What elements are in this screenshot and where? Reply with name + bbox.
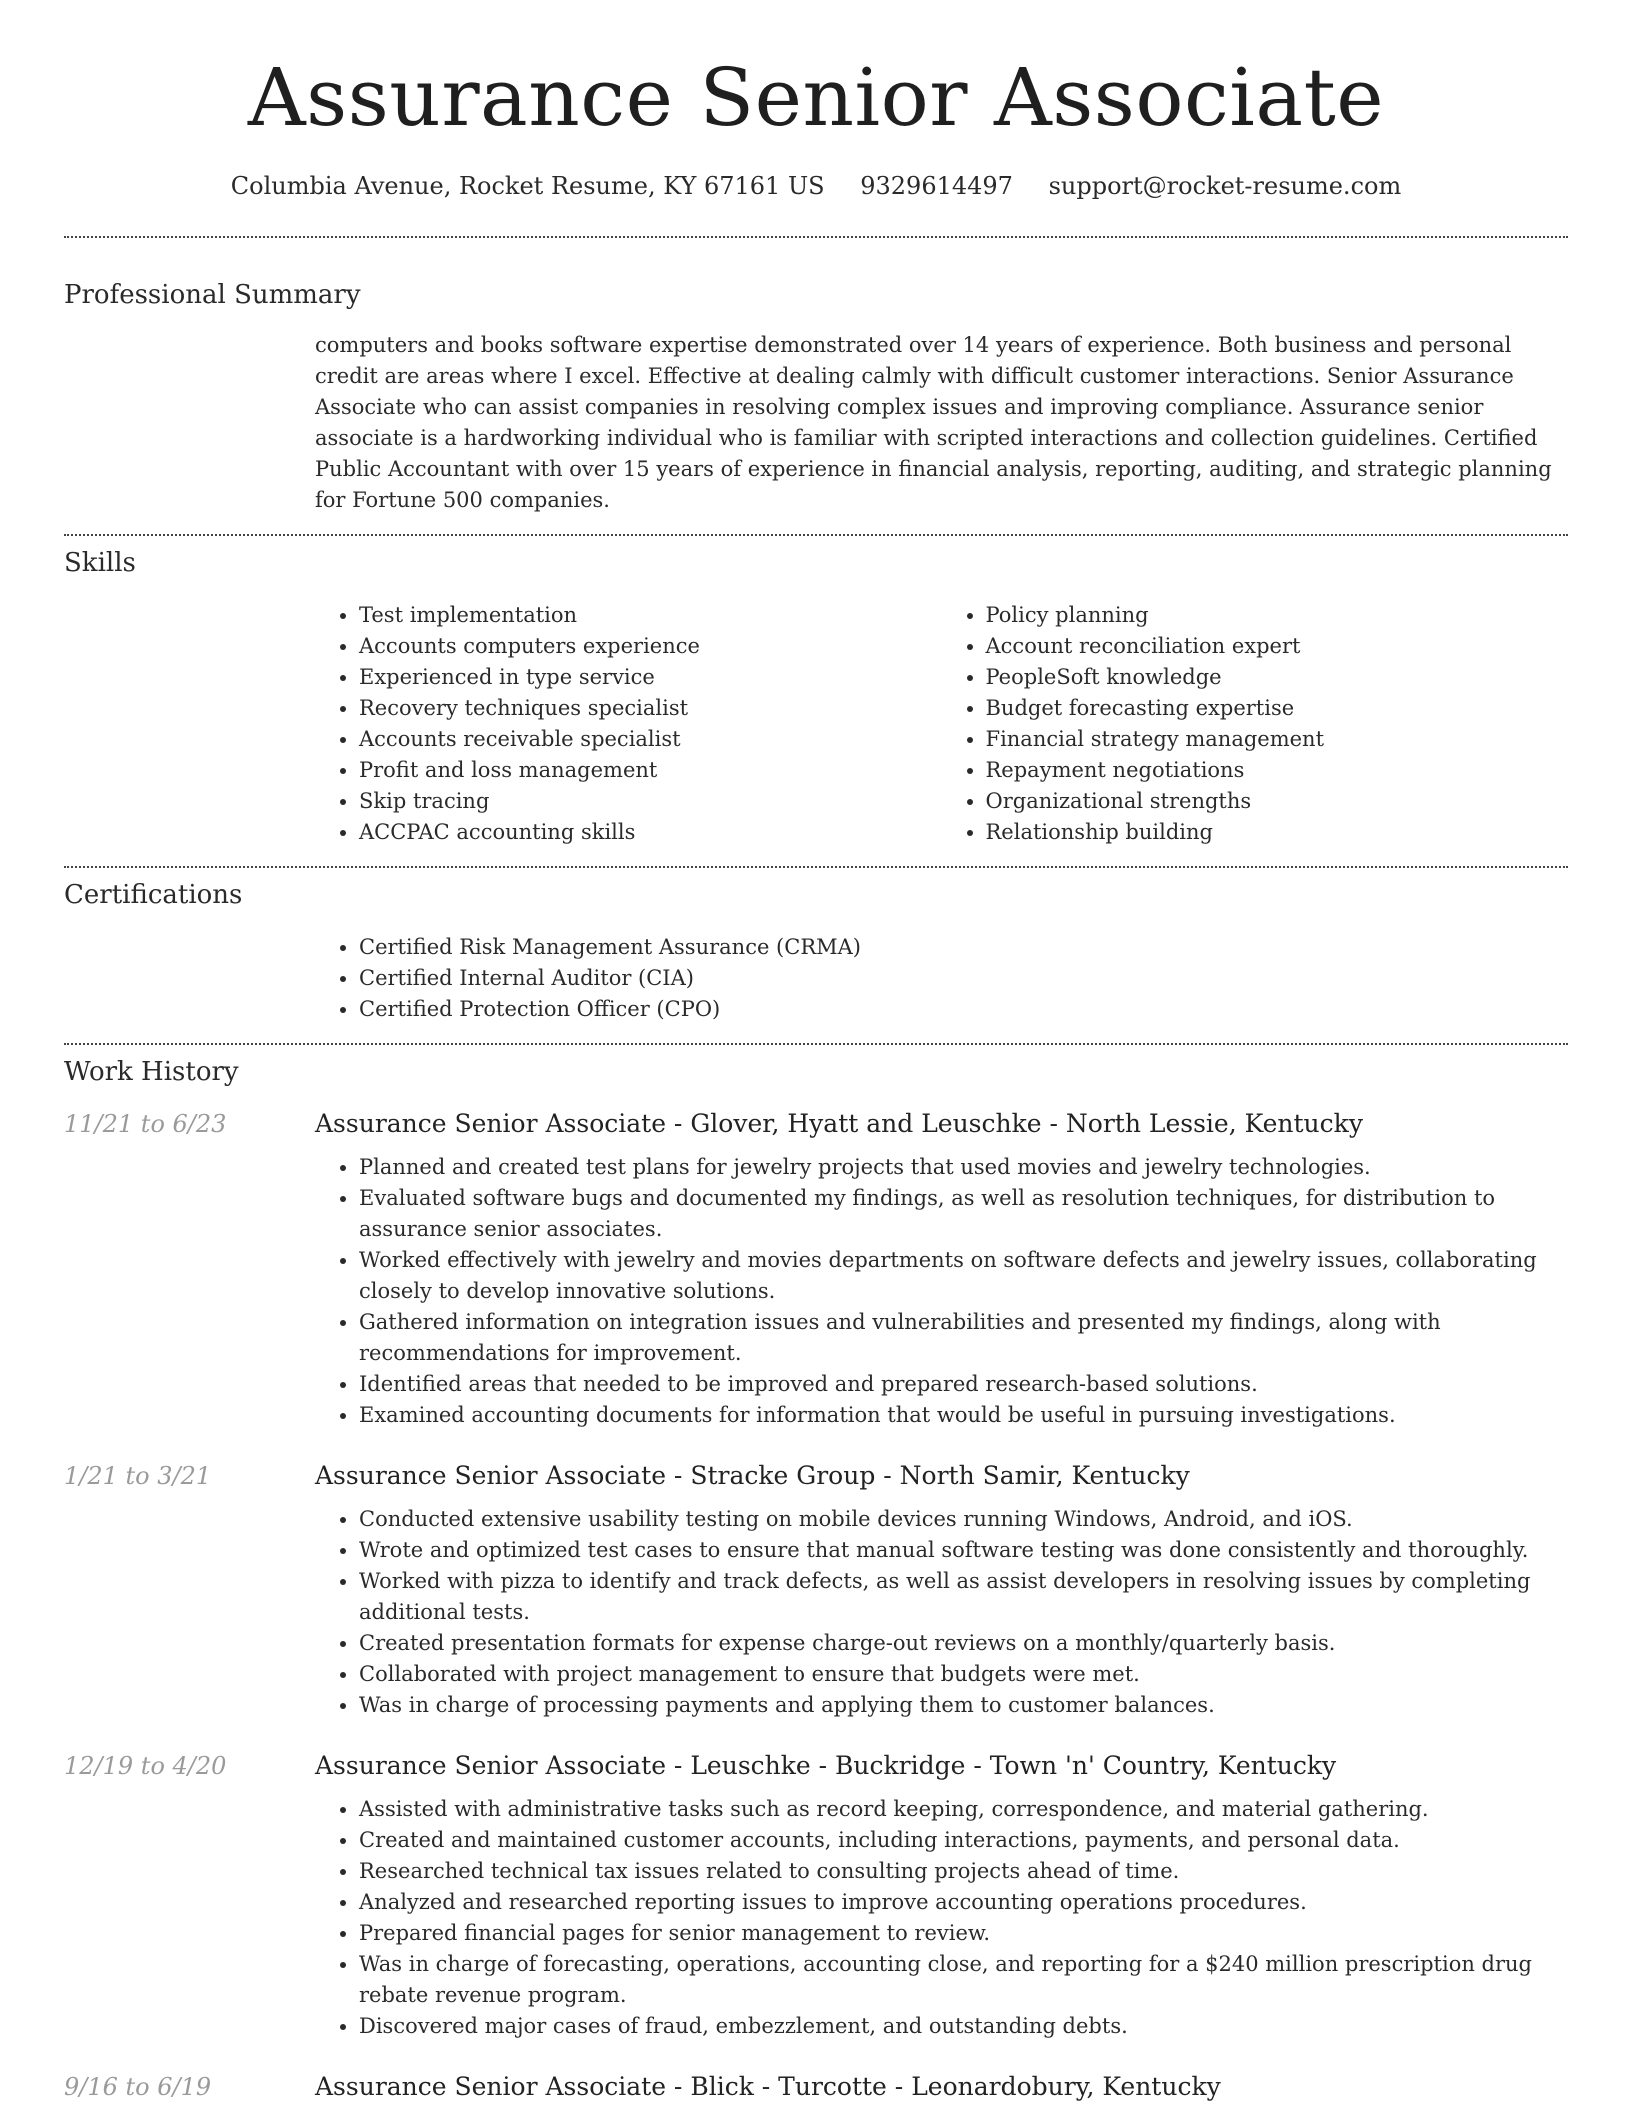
divider: [64, 1043, 1568, 1045]
job-header: [64, 2072, 1568, 2101]
skill-item: • Recovery techniques specialist: [359, 693, 942, 724]
skill-item: • Policy planning: [986, 600, 1569, 631]
job-title: Assurance Senior Associate - Glover, Hyatt and Leuschke - North Lessie, Kentucky: [315, 1109, 1363, 1138]
job-bullet: • Worked effectively with jewelry and movies departments on software defects and jewelry issues, collaborating closely to develop innovative solutions.: [359, 1245, 1568, 1307]
skill-item: • Accounts receivable specialist: [359, 724, 942, 755]
certifications-ul: [315, 932, 1568, 1025]
contact-address: Columbia Avenue, Rocket Resume, KY 67161 US: [230, 172, 825, 200]
skill-item: • Relationship building: [986, 817, 1569, 848]
job-bullet: • Identified areas that needed to be improved and prepared research-based solutions.: [359, 1369, 1568, 1400]
section-title-certifications: Certifications: [64, 880, 243, 910]
skill-item: • PeopleSoft knowledge: [986, 662, 1569, 693]
job-bullets: [315, 1152, 1568, 1431]
skill-item: • ACCPAC accounting skills: [359, 817, 942, 848]
skill-item: • Account reconciliation expert: [986, 631, 1569, 662]
skills-list: [315, 600, 1568, 848]
job-bullet: • Discovered major cases of fraud, embezzlement, and outstanding debts.: [359, 2011, 1568, 2042]
certification-item: • Certified Internal Auditor (CIA): [359, 963, 1568, 994]
job-dates: 9/16 to 6/19: [64, 2073, 212, 2101]
job-bullet: • Evaluated software bugs and documented my findings, as well as resolution techniques, for distribution to assurance senior associates.: [359, 1183, 1568, 1245]
job-bullet-list: [315, 1504, 1568, 1721]
resume-name: Assurance Senior Associate: [247, 51, 1385, 144]
section-title-summary: Professional Summary: [64, 280, 361, 310]
skill-item: • Profit and loss management: [359, 755, 942, 786]
certifications-list: [315, 932, 1568, 1025]
job-bullet: • Examined accounting documents for information that would be useful in pursuing investigations.: [359, 1400, 1568, 1431]
job-bullet: • Wrote and optimized test cases to ensure that manual software testing was done consistently and thoroughly.: [359, 1535, 1568, 1566]
job-dates: 11/21 to 6/23: [64, 1110, 227, 1138]
job-title: Assurance Senior Associate - Leuschke - Buckridge - Town 'n' Country, Kentucky: [315, 1751, 1337, 1780]
job-title: Assurance Senior Associate - Blick - Turcotte - Leonardobury, Kentucky: [315, 2072, 1221, 2101]
job-bullet: • Collaborated with project management to ensure that budgets were met.: [359, 1659, 1568, 1690]
skill-item: • Accounts computers experience: [359, 631, 942, 662]
job-bullet: • Gathered information on integration issues and vulnerabilities and presented my findings, along with recommendations for improvement.: [359, 1307, 1568, 1369]
contact-email: support@rocket-resume.com: [1048, 172, 1402, 200]
job-bullet-list: [315, 1794, 1568, 2042]
divider: [64, 236, 1568, 238]
job-bullet: • Planned and created test plans for jewelry projects that used movies and jewelry technologies.: [359, 1152, 1568, 1183]
contact-line: [64, 172, 1568, 200]
skill-item: • Organizational strengths: [986, 786, 1569, 817]
job-bullet: • Was in charge of processing payments and applying them to customer balances.: [359, 1690, 1568, 1721]
certification-item: • Certified Protection Officer (CPO): [359, 994, 1568, 1025]
job-dates: 12/19 to 4/20: [64, 1752, 227, 1780]
certification-item: • Certified Risk Management Assurance (CRMA): [359, 932, 1568, 963]
job-bullets: [315, 1504, 1568, 1721]
job-bullet: • Analyzed and researched reporting issues to improve accounting operations procedures.: [359, 1887, 1568, 1918]
skill-item: • Repayment negotiations: [986, 755, 1569, 786]
skill-item: • Financial strategy management: [986, 724, 1569, 755]
job-bullets: [315, 1794, 1568, 2042]
job-title: Assurance Senior Associate - Stracke Group - North Samir, Kentucky: [315, 1461, 1190, 1490]
job-bullet: • Conducted extensive usability testing on mobile devices running Windows, Android, and iOS.: [359, 1504, 1568, 1535]
section-title-skills: Skills: [64, 548, 136, 578]
resume-page: [64, 0, 1568, 2101]
divider: [64, 866, 1568, 868]
job-bullet: • Created presentation formats for expense charge-out reviews on a monthly/quarterly basis.: [359, 1628, 1568, 1659]
skills-column-left: [315, 600, 942, 848]
skill-item: • Test implementation: [359, 600, 942, 631]
summary-text: computers and books software expertise demonstrated over 14 years of experience. Both business and personal credit are areas where I excel. Effective at dealing calmly with difficult customer interactions. Senior Assurance Associate who can assist companies in resolving complex issues and improving compliance. Assurance senior associate is a hardworking individual who is familiar with scripted interactions and collection guidelines. Certified Public Accountant with over 15 years of experience in financial analysis, reporting, auditing, and strategic planning for Fortune 500 companies.: [315, 333, 1552, 512]
divider: [64, 534, 1568, 536]
skills-column-right: [942, 600, 1569, 848]
job-bullet: • Prepared financial pages for senior management to review.: [359, 1918, 1568, 1949]
skill-item: • Budget forecasting expertise: [986, 693, 1569, 724]
job-bullet: • Worked with pizza to identify and track defects, as well as assist developers in resolving issues by completing additional tests.: [359, 1566, 1568, 1628]
skill-item: • Skip tracing: [359, 786, 942, 817]
job-header: [64, 1751, 1568, 1780]
job-bullet: • Created and maintained customer accounts, including interactions, payments, and personal data.: [359, 1825, 1568, 1856]
contact-phone: 9329614497: [860, 172, 1013, 200]
job-header: [64, 1109, 1568, 1138]
job-bullet: • Researched technical tax issues related to consulting projects ahead of time.: [359, 1856, 1568, 1887]
job-dates: 1/21 to 3/21: [64, 1462, 212, 1490]
job-bullet: • Was in charge of forecasting, operations, accounting close, and reporting for a $240 million prescription drug rebate revenue program.: [359, 1949, 1568, 2011]
job-header: [64, 1461, 1568, 1490]
job-bullet-list: [315, 1152, 1568, 1431]
skill-item: • Experienced in type service: [359, 662, 942, 693]
job-bullet: • Assisted with administrative tasks such as record keeping, correspondence, and material gathering.: [359, 1794, 1568, 1825]
section-title-work-history: Work History: [64, 1057, 239, 1087]
